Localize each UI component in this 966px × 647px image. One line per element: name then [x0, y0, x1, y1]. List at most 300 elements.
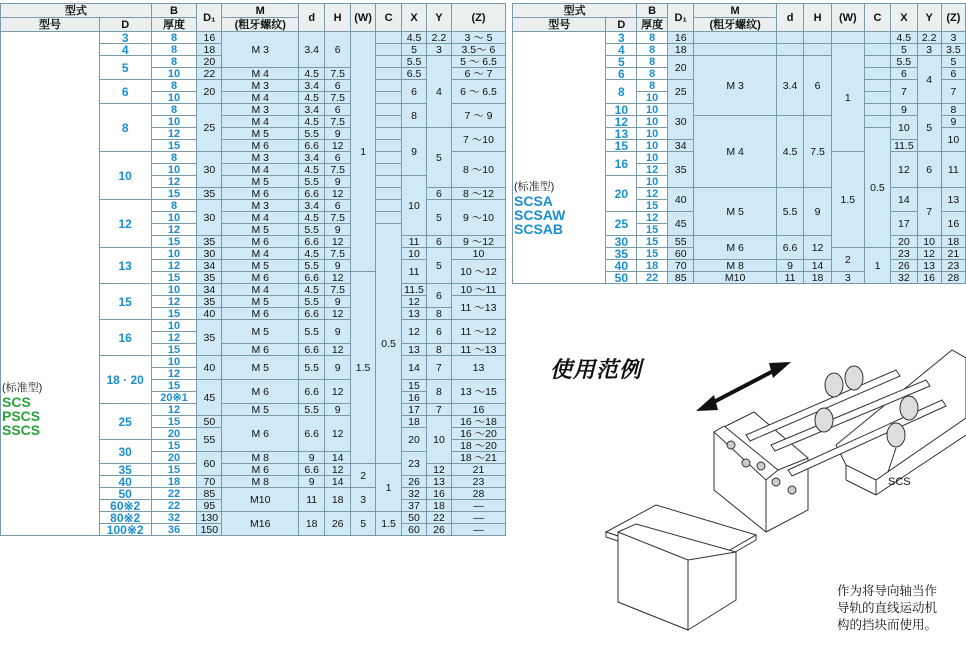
cell-z: — — [451, 500, 505, 512]
cell-d: 50 — [99, 488, 151, 500]
cell-z: 6 ～ 7 — [451, 68, 505, 80]
cell-x: 5.5 — [891, 56, 917, 68]
cell-x: 15 — [402, 380, 427, 392]
cell-y: 8 — [426, 380, 451, 404]
cell-d1: 20 — [197, 80, 222, 104]
cell-b: 18 — [151, 476, 197, 488]
cell-h: 9 — [325, 176, 351, 188]
cell-d1: 34 — [197, 260, 222, 272]
cell-b: 15 — [151, 380, 197, 392]
cell-z: 23 — [451, 476, 505, 488]
cell-h: 18 — [325, 488, 351, 512]
cell-d: 25 — [606, 212, 637, 236]
cell-b: 22 — [151, 488, 197, 500]
cell-d1: 25 — [197, 104, 222, 152]
cell-b: 10 — [151, 320, 197, 332]
cell-x: 50 — [402, 512, 427, 524]
type-label — [1, 32, 100, 536]
cell-x: 4.5 — [891, 32, 917, 44]
cell-z: 23 — [941, 260, 965, 272]
cell-h: 14 — [804, 260, 831, 272]
cell-y: 3 — [917, 44, 941, 56]
cell-d: 40 — [606, 260, 637, 272]
cell-y: 7 — [426, 356, 451, 380]
cell-d: 6 — [99, 80, 151, 104]
cell-w: 5 — [351, 512, 376, 536]
cell-m: M 6 — [222, 464, 299, 476]
cell-m — [694, 44, 776, 56]
cell-c — [376, 164, 402, 176]
cell-z: 10 — [941, 128, 965, 152]
cell-z: 9 — [941, 116, 965, 128]
cell-m: M 4 — [222, 248, 299, 260]
cell-d: 6 — [606, 68, 637, 80]
cell-z: 10 ～12 — [451, 260, 505, 284]
cell-z: 13 — [451, 356, 505, 380]
cell-h: 18 — [804, 272, 831, 284]
cell-d-small: 6.6 — [299, 236, 325, 248]
cell-d1: 35 — [197, 272, 222, 284]
cell-w: 2 — [351, 464, 376, 488]
cell-c — [376, 68, 402, 80]
cell-d-small — [776, 44, 803, 56]
cell-z: 28 — [451, 488, 505, 500]
cell-m: M 3 — [222, 104, 299, 116]
cell-d1: 45 — [668, 212, 694, 236]
type-label-line: PSCS — [2, 407, 41, 424]
cell-m: M 4 — [694, 116, 776, 188]
cell-b: 12 — [151, 128, 197, 140]
cell-x: 7 — [891, 80, 917, 104]
cell-w: 1.5 — [831, 152, 864, 248]
cell-m: M 5 — [222, 260, 299, 272]
cell-h: 9 — [325, 224, 351, 236]
cell-b: 15 — [637, 224, 668, 236]
cell-m: M 6 — [222, 140, 299, 152]
cell-d-small: 9 — [776, 260, 803, 272]
header-z: (Z) — [941, 4, 965, 32]
cell-d1: 25 — [668, 80, 694, 104]
header-d1: D₁ — [197, 4, 222, 32]
header-d: D — [606, 18, 637, 32]
cell-z: 11 — [941, 152, 965, 188]
type-label — [513, 32, 606, 284]
cell-m: M 6 — [694, 236, 776, 260]
header-model: 型号 — [1, 18, 100, 32]
cell-h: 6 — [325, 200, 351, 212]
cell-b: 15 — [151, 308, 197, 320]
cell-b: 36 — [151, 524, 197, 536]
header-c: C — [864, 4, 890, 32]
cell-c: 1 — [864, 248, 890, 284]
cell-z: 7 ～ 9 — [451, 104, 505, 128]
cell-b: 12 — [637, 164, 668, 176]
cell-z: 13 ～15 — [451, 380, 505, 404]
cell-b: 15 — [151, 188, 197, 200]
cell-y: 8 — [426, 344, 451, 356]
cell-x: 23 — [402, 452, 427, 476]
cell-d1: 34 — [197, 284, 222, 296]
cell-y: 6 — [426, 188, 451, 200]
cell-c — [864, 44, 890, 56]
cell-c — [864, 80, 890, 92]
cell-y: 6 — [426, 320, 451, 344]
cell-x: 32 — [891, 272, 917, 284]
type-label-line: (标准型) — [2, 381, 43, 394]
cell-w: 3 — [351, 488, 376, 512]
cell-d-small: 5.5 — [299, 176, 325, 188]
spec-table-body — [1, 32, 506, 536]
cell-d1: 18 — [197, 44, 222, 56]
cell-x: 60 — [402, 524, 427, 536]
table-row — [513, 32, 966, 44]
cell-z: 16 ～18 — [451, 416, 505, 428]
cell-d1: 60 — [197, 452, 222, 476]
cell-x: 5 — [402, 44, 427, 56]
cell-d1: 35 — [197, 236, 222, 248]
cell-d1: 95 — [197, 500, 222, 512]
cell-d: 5 — [606, 56, 637, 68]
cell-h: 7.5 — [325, 248, 351, 260]
cell-d-small: 6.6 — [776, 236, 803, 260]
cell-h: 7.5 — [804, 116, 831, 188]
cell-b: 12 — [151, 404, 197, 416]
cell-d-small: 5.5 — [776, 188, 803, 236]
cell-b: 8 — [637, 44, 668, 56]
cell-b: 15 — [637, 236, 668, 248]
cell-d1: 85 — [197, 488, 222, 500]
cell-y: 6 — [917, 152, 941, 188]
cell-d-small: 11 — [776, 272, 803, 284]
cell-d1: 30 — [197, 248, 222, 260]
cell-b: 10 — [151, 164, 197, 176]
cell-y: 2.2 — [917, 32, 941, 44]
type-label-spacer — [514, 80, 604, 180]
cell-m: M 5 — [222, 356, 299, 380]
cell-d: 20 — [606, 176, 637, 212]
cell-x: 18 — [402, 416, 427, 428]
cell-b: 10 — [151, 68, 197, 80]
header-x: X — [402, 4, 427, 32]
cell-h: 7.5 — [325, 92, 351, 104]
cell-m: M 8 — [694, 260, 776, 272]
cell-x: 10 — [402, 248, 427, 260]
cell-d: 40 — [99, 476, 151, 488]
cell-z: 10 ～11 — [451, 284, 505, 296]
cell-b: 10 — [151, 356, 197, 368]
cell-d1: 30 — [668, 104, 694, 140]
cell-d-small: 4.5 — [299, 92, 325, 104]
header-m-sub: (粗牙螺纹) — [694, 18, 776, 32]
cell-y: 4 — [917, 56, 941, 104]
cell-d-small: 9 — [299, 452, 325, 464]
header-d-small: d — [776, 4, 803, 32]
cell-d-small: 3.4 — [299, 200, 325, 212]
cell-d-small: 6.6 — [299, 272, 325, 284]
cell-b: 10 — [151, 284, 197, 296]
cell-d: 12 — [99, 200, 151, 248]
cell-d-small: 6.6 — [299, 344, 325, 356]
cell-y: 18 — [426, 500, 451, 512]
cell-d: 18 · 20 — [99, 356, 151, 404]
cell-z: 16 ～20 — [451, 428, 505, 440]
spec-table-scs — [0, 3, 506, 536]
cell-x: 13 — [402, 344, 427, 356]
cell-b: 12 — [637, 212, 668, 224]
cell-m: M16 — [222, 512, 299, 536]
cell-h: 9 — [804, 188, 831, 236]
cell-d: 5 — [99, 56, 151, 80]
cell-c — [376, 176, 402, 188]
cell-z: — — [451, 512, 505, 524]
header-w: (W) — [351, 4, 376, 32]
cell-h: 7.5 — [325, 116, 351, 128]
cell-h: 12 — [325, 272, 351, 284]
header-b-sub: 厚度 — [637, 18, 668, 32]
cell-d1: 150 — [197, 524, 222, 536]
cell-b: 15 — [151, 272, 197, 284]
cell-x: 20 — [891, 236, 917, 248]
cell-z: 8 ～10 — [451, 152, 505, 188]
cell-x: 8 — [402, 104, 427, 128]
cell-m: M 6 — [222, 380, 299, 404]
cell-d-small: 4.5 — [299, 68, 325, 80]
cell-x: 11 — [402, 260, 427, 284]
cell-y: 22 — [426, 512, 451, 524]
cell-z: 16 — [451, 404, 505, 416]
cell-d: 13 — [99, 248, 151, 284]
scs-part-label: SCS — [888, 476, 911, 488]
cell-h: 9 — [325, 296, 351, 308]
cell-x: 12 — [402, 296, 427, 308]
cell-m: M 5 — [222, 224, 299, 236]
cell-c — [864, 116, 890, 128]
cell-d-small: 4.5 — [299, 212, 325, 224]
cell-d: 10 — [606, 104, 637, 116]
cell-c — [376, 56, 402, 68]
cell-b: 10 — [151, 92, 197, 104]
cell-b: 10 — [151, 116, 197, 128]
cell-y: 7 — [917, 188, 941, 236]
cell-w: 3 — [831, 272, 864, 284]
cell-w: 2 — [831, 248, 864, 272]
cell-d1: 70 — [197, 476, 222, 488]
cell-b: 8 — [151, 56, 197, 68]
cell-b: 10 — [151, 248, 197, 260]
spec-table-scsa — [512, 3, 966, 284]
cell-m: M 5 — [222, 320, 299, 344]
type-label-line: SCS — [2, 393, 31, 410]
cell-m: M 3 — [222, 152, 299, 164]
cell-m: M 4 — [222, 92, 299, 104]
cell-d1: 55 — [197, 428, 222, 452]
cell-x: 13 — [402, 308, 427, 320]
cell-z: 18 — [941, 236, 965, 248]
header-c: C — [376, 4, 402, 32]
header-d1: D₁ — [668, 4, 694, 32]
cell-m: M 6 — [222, 344, 299, 356]
cell-d-small: 5.5 — [299, 356, 325, 380]
cell-d: 8 — [99, 104, 151, 152]
cell-c — [864, 104, 890, 116]
cell-d1: 30 — [197, 152, 222, 188]
cell-m: M 6 — [222, 308, 299, 320]
header-h: H — [325, 4, 351, 32]
cell-b: 10 — [637, 92, 668, 104]
cell-z: 13 — [941, 188, 965, 212]
cell-z: 21 — [941, 248, 965, 260]
cell-z: 3.5～ 6 — [451, 44, 505, 56]
usage-example-title: 使用范例 — [550, 357, 643, 382]
cell-h: 6 — [325, 152, 351, 164]
cell-d: 12 — [606, 116, 637, 128]
cell-h: 6 — [325, 80, 351, 92]
header-b: B — [637, 4, 668, 18]
cell-d1: 30 — [197, 200, 222, 236]
cell-c — [376, 80, 402, 92]
header-h: H — [804, 4, 831, 32]
cell-d1: 85 — [668, 272, 694, 284]
cell-y: 5 — [426, 128, 451, 188]
cell-m: M10 — [222, 488, 299, 512]
cell-d-small: 6.6 — [299, 140, 325, 152]
cell-y: 26 — [426, 524, 451, 536]
cell-h: 14 — [325, 452, 351, 464]
cell-c: 1.5 — [376, 512, 402, 536]
cell-d-small: 9 — [299, 476, 325, 488]
cell-d-small: 5.5 — [299, 296, 325, 308]
cell-h: 9 — [325, 260, 351, 272]
cell-x: 9 — [891, 104, 917, 116]
cell-d1: 70 — [668, 260, 694, 272]
cell-d-small: 3.4 — [299, 80, 325, 92]
cell-d-small: 11 — [299, 488, 325, 512]
header-w: (W) — [831, 4, 864, 32]
cell-d: 16 — [99, 320, 151, 356]
cell-d1: 35 — [197, 296, 222, 308]
cell-d-small: 4.5 — [299, 164, 325, 176]
cell-x: 6 — [402, 80, 427, 104]
cell-c — [864, 32, 890, 44]
type-label-line: SCSAW — [514, 206, 566, 223]
cell-m: M 8 — [222, 452, 299, 464]
cell-x: 26 — [891, 260, 917, 272]
cell-d1: 35 — [197, 320, 222, 356]
cell-m: M 4 — [222, 164, 299, 176]
cell-b: 12 — [151, 260, 197, 272]
cell-x: 12 — [402, 320, 427, 344]
type-label-line: SCSA — [514, 192, 553, 209]
cell-z: 8 ～12 — [451, 188, 505, 200]
cell-y: 6 — [426, 236, 451, 248]
cell-d1: 40 — [197, 356, 222, 380]
cell-h: 12 — [325, 464, 351, 476]
cell-d-small: 5.5 — [299, 320, 325, 344]
cell-h: 12 — [325, 344, 351, 356]
cell-w: 1 — [351, 32, 376, 272]
cell-d1: 45 — [197, 380, 222, 416]
cell-c — [376, 140, 402, 152]
cell-x: 10 — [402, 176, 427, 236]
cell-x: 9 — [402, 128, 427, 176]
cell-h: 12 — [804, 236, 831, 260]
cell-x: 14 — [402, 356, 427, 380]
motion-arrow-icon — [696, 362, 791, 411]
cell-h: 12 — [325, 380, 351, 404]
cell-d-small: 4.5 — [299, 284, 325, 296]
cell-c — [864, 68, 890, 80]
cell-m — [694, 32, 776, 44]
cell-b: 12 — [151, 176, 197, 188]
cell-x: 37 — [402, 500, 427, 512]
cell-h: 7.5 — [325, 68, 351, 80]
cell-d-small: 6.6 — [299, 188, 325, 200]
cell-h: 12 — [325, 236, 351, 248]
cell-h: 12 — [325, 188, 351, 200]
cell-b: 15 — [151, 344, 197, 356]
cell-b: 12 — [637, 188, 668, 200]
cell-m: M 6 — [222, 272, 299, 284]
cell-x: 6 — [891, 68, 917, 80]
cell-m: M 5 — [222, 128, 299, 140]
cell-d-small: 6.6 — [299, 308, 325, 320]
type-label-line: (标准型) — [514, 180, 555, 193]
cell-c — [376, 128, 402, 140]
cell-d-small — [776, 32, 803, 44]
cell-d-small: 6.6 — [299, 464, 325, 476]
header-type-form: 型式 — [1, 4, 152, 18]
header-type-form: 型式 — [513, 4, 637, 18]
cell-d: 80※2 — [99, 512, 151, 524]
cell-z: 11 ～12 — [451, 320, 505, 344]
cell-w: 1.5 — [351, 272, 376, 464]
spec-table-body — [513, 32, 966, 284]
cell-y: 2.2 — [426, 32, 451, 44]
cell-b: 8 — [151, 32, 197, 44]
cell-c — [376, 212, 402, 224]
cell-h: 9 — [325, 128, 351, 140]
cell-m: M 6 — [222, 236, 299, 248]
cell-c — [376, 116, 402, 128]
cell-d-small: 6.6 — [299, 380, 325, 404]
cell-m: M 4 — [222, 284, 299, 296]
cell-d: 30 — [606, 236, 637, 248]
cell-d1: 130 — [197, 512, 222, 524]
cell-m: M 6 — [222, 188, 299, 200]
cell-b: 20 — [151, 428, 197, 440]
cell-d1: 35 — [197, 188, 222, 200]
cell-m: M 3 — [222, 200, 299, 212]
cell-d1: 22 — [197, 68, 222, 80]
cell-d1: 20 — [197, 56, 222, 68]
cell-x: 16 — [402, 392, 427, 404]
cell-h: 14 — [325, 476, 351, 488]
cell-d1: 35 — [668, 152, 694, 188]
cell-d: 13 — [606, 128, 637, 140]
cell-y: 4 — [426, 56, 451, 128]
cell-x: 11 — [402, 236, 427, 248]
cell-m: M 5 — [222, 404, 299, 416]
cell-d-small: 5.5 — [299, 260, 325, 272]
cell-b: 10 — [637, 152, 668, 164]
cell-z: — — [451, 524, 505, 536]
cell-c — [376, 188, 402, 200]
cell-d: 30 — [99, 440, 151, 464]
cell-d-small: 4.5 — [299, 116, 325, 128]
cell-x: 4.5 — [402, 32, 427, 44]
cell-d1: 40 — [197, 308, 222, 320]
cell-m: M 4 — [222, 116, 299, 128]
